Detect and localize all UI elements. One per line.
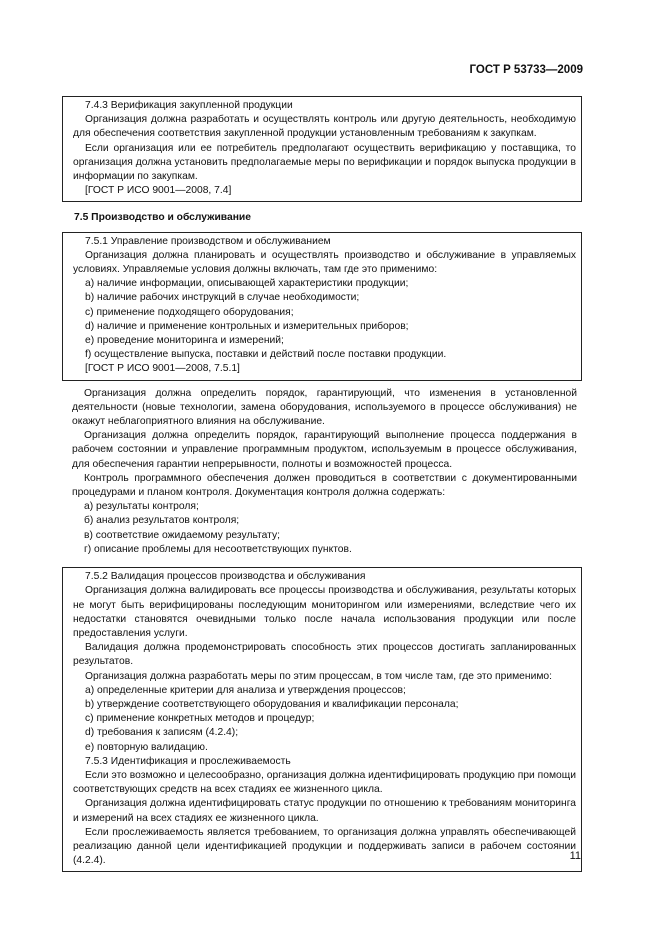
- list-item: f) осуществление выпуска, поставки и действий после поставки продукции.: [85, 349, 447, 361]
- list-item: а) определенные критерии для анализа и утверждения процессов;: [85, 684, 406, 696]
- document-id: ГОСТ Р 53733—2009: [469, 64, 583, 76]
- clause-title: 7.4.3 Верификация закупленной продукции: [85, 100, 293, 111]
- box-clause-7-4-3: [62, 96, 582, 202]
- paragraph: Организация должна разработать и осуществлять контроль или другую деятельность, необходимую для обеспечения соответствия закупленной продукции установленным требованиям к закупкам.: [73, 114, 576, 140]
- paragraph: Если это возможно и целесообразно, организация должна идентифицировать продукцию при помощи соответствующих средств на всех стадиях ее жизненного цикла.: [73, 769, 576, 796]
- clause-title: 7.5.2 Валидация процессов производства и обслуживания: [85, 571, 366, 583]
- reference: [ГОСТ Р ИСО 9001—2008, 7.5.1]: [85, 363, 240, 375]
- section-title-7-5: 7.5 Производство и обслуживание: [74, 212, 251, 224]
- list-item: е) проведение мониторинга и измерений;: [85, 335, 284, 347]
- list-item: а) результаты контроля;: [84, 501, 199, 513]
- list-item: а) наличие информации, описывающей характеристики продукции;: [85, 278, 409, 290]
- paragraph: Валидация должна продемонстрировать способность этих процессов достигать запланированных результатов.: [73, 642, 576, 668]
- paragraph: Контроль программного обеспечения должен проводиться в соответствии с документированными процедурами и планом контроля. Документация контроля должна содержать:: [72, 472, 577, 499]
- box-clause-7-5-1: [62, 232, 582, 381]
- list-item: b) наличие рабочих инструкций в случае необходимости;: [85, 292, 360, 304]
- list-item: е) повторную валидацию.: [85, 741, 208, 753]
- page-number: 11: [569, 850, 581, 862]
- page-content: [62, 96, 579, 872]
- paragraph: Организация должна определить порядок, гарантирующий выполнение процесса поддержания в рабочем состоянии и управление программным продуктом, используемым в процессе обслуживания, для обеспечения гарантии непрерывности, полноты и возможностей процесса.: [72, 430, 577, 470]
- list-item: г) описание проблемы для несоответствующих пунктов.: [84, 543, 352, 555]
- list-item: d) требования к записям (4.2.4);: [85, 727, 239, 739]
- clause-title: 7.5.3 Идентификация и прослеживаемость: [85, 755, 291, 767]
- list-item: b) утверждение соответствующего оборудования и квалификации персонала;: [85, 698, 459, 710]
- body-text: [62, 387, 579, 557]
- list-item: c) применение конкретных методов и процедур;: [85, 713, 315, 725]
- list-item: в) соответствие ожидаемому результату;: [84, 529, 280, 541]
- paragraph: Если организация или ее потребитель предполагают осуществить верификацию у поставщика, то организация должна установить предполагаемые меры по верификации и порядок выпуска продукции в информации по закупкам.: [73, 142, 576, 183]
- paragraph: Организация должна валидировать все процессы производства и обслуживания, результаты которых не могут быть верифицированы последующим мониторингом или измерениями, вследствие чего их недостатки становятся очевидными только после начала использования продукции или после предоставления услуги.: [73, 585, 576, 639]
- box-clause-7-5-2: [62, 567, 582, 872]
- paragraph: Организация должна планировать и осуществлять производство и обслуживание в управляемых условиях. Управляемые условия должны включать, там где это применимо:: [73, 249, 576, 276]
- paragraph: Организация должна разработать меры по этим процессам, в том числе там, где это применимо:: [85, 670, 553, 682]
- clause-title: 7.5.1 Управление производством и обслуживанием: [85, 235, 331, 247]
- reference: [ГОСТ Р ИСО 9001—2008, 7.4]: [85, 185, 232, 197]
- paragraph: Организация должна идентифицировать статус продукции по отношению к требованиям мониторинга и измерений на всех стадиях ее жизненного цикла.: [73, 798, 576, 824]
- paragraph: Организация должна определить порядок, гарантирующий, что изменения в установленной деятельности (новые технологии, замена оборудования, используемого в процессе обслуживания) не окажут неблагоприятного влияния на обслуживание.: [72, 387, 577, 428]
- list-item: c) применение подходящего оборудования;: [85, 306, 294, 318]
- list-item: б) анализ результатов контроля;: [84, 515, 240, 527]
- paragraph: Если прослеживаемость является требованием, то организация должна управлять обеспечивающей реализацию данной цели идентификацией продукции и поддерживать записи в рабочем состоянии (4.2.4).: [73, 826, 576, 867]
- list-item: d) наличие и применение контрольных и измерительных приборов;: [85, 320, 409, 332]
